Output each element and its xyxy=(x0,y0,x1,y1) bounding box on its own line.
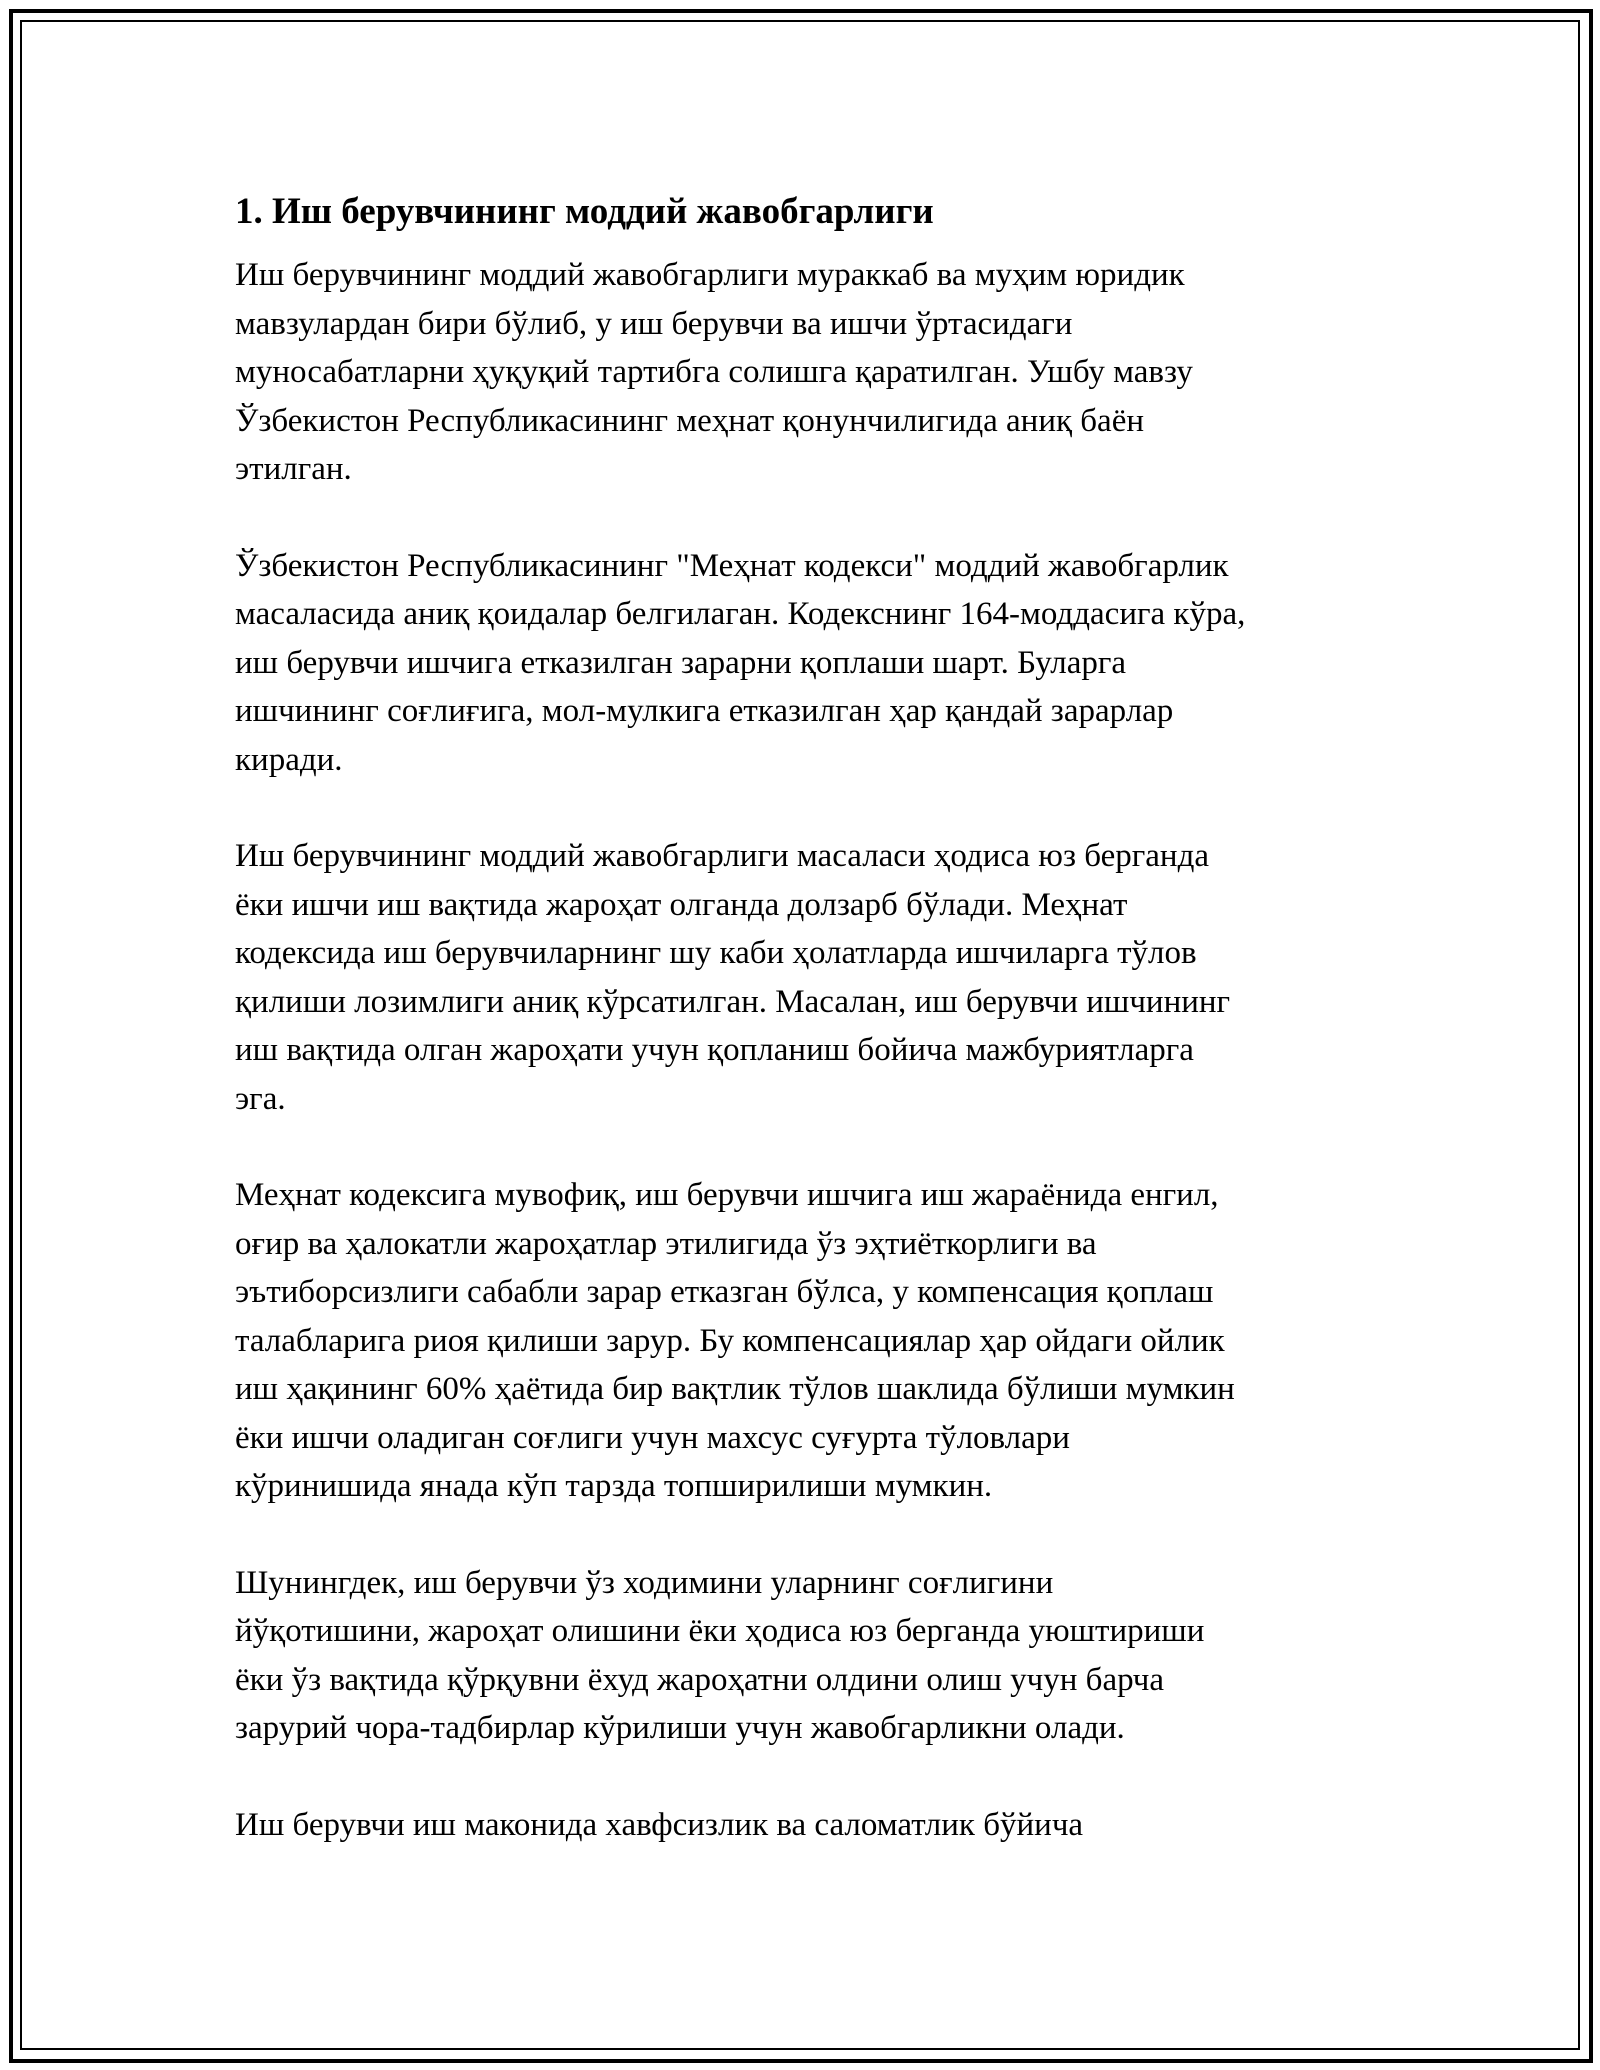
text-line: Иш берувчи иш маконида хавфсизлик ва саломатлик бўйича xyxy=(235,1806,1084,1843)
text-line: муносабатларни ҳуқуқий тартибга солишга қаратилган. Ушбу мавзу xyxy=(235,354,1193,390)
paragraph-6 xyxy=(235,1801,1375,1850)
text-line: мавзулардан бири бўлиб, у иш берувчи ва ишчи ўртасидаги xyxy=(235,305,1073,342)
text-line: Шунингдек, иш берувчи ўз ходимини уларнинг соғлигини xyxy=(235,1564,1054,1601)
text-line: Иш берувчининг моддий жавобгарлиги масаласи ҳодиса юз берганда xyxy=(235,838,1210,874)
text-line: ишчининг соғлиғига, мол-мулкига етказилган ҳар қандай зарарлар xyxy=(235,693,1174,729)
paragraph-2 xyxy=(235,542,1375,785)
section-heading: 1. Иш берувчининг моддий жавобгарлиги xyxy=(235,191,934,232)
text-line: иш ҳақининг 60% ҳаётида бир вақтлик тўлов шаклида бўлиши мумкин xyxy=(235,1371,1235,1407)
paragraph-3 xyxy=(235,832,1375,1123)
text-line: эга. xyxy=(235,1080,286,1117)
text-line: эътиборсизлиги сабабли зарар етказган бўлса, у компенсация қоплаш xyxy=(235,1274,1214,1310)
text-line: иш вақтида олган жароҳати учун қопланиш бойича мажбуриятларга xyxy=(235,1032,1194,1068)
text-line: оғир ва ҳалокатли жароҳатлар этилигида ўз эҳтиёткорлиги ва xyxy=(235,1225,1097,1262)
text-line: иш берувчи ишчига етказилган зарарни қоплаши шарт. Буларга xyxy=(235,644,1127,681)
text-line: Ўзбекистон Республикасининг меҳнат қонунчилигида аниқ баён xyxy=(235,402,1145,439)
text-line: ёки ўз вақтида қўрқувни ёхуд жароҳатни олдини олиш учун барча xyxy=(235,1661,1165,1698)
text-line: кодексида иш берувчиларнинг шу каби ҳолатларда ишчиларга тўлов xyxy=(235,935,1197,971)
text-line: Ўзбекистон Республикасининг "Меҳнат кодекси" моддий жавобгарлик xyxy=(235,547,1229,584)
text-line: йўқотишини, жароҳат олишини ёки ҳодиса юз берганда уюштириши xyxy=(235,1613,1205,1649)
text-line: ёки ишчи иш вақтида жароҳат олганда долзарб бўлади. Меҳнат xyxy=(235,886,1128,923)
paragraph-5 xyxy=(235,1559,1375,1753)
text-line: Иш берувчининг моддий жавобгарлиги мураккаб ва муҳим юридик xyxy=(235,257,1185,293)
text-line: киради. xyxy=(235,741,343,778)
text-line: зарурий чора-тадбирлар кўрилиши учун жавобгарликни олади. xyxy=(235,1710,1125,1746)
text-line: талабларига риоя қилиши зарур. Бу компенсациялар ҳар ойдаги ойлик xyxy=(235,1322,1225,1359)
text-line: Меҳнат кодексига мувофиқ, иш берувчи ишчига иш жараёнида енгил, xyxy=(235,1177,1219,1213)
paragraph-1 xyxy=(235,251,1375,494)
text-line: масаласида аниқ қоидалар белгилаган. Кодекснинг 164-моддасига кўра, xyxy=(235,596,1246,632)
text-line: кўринишида янада кўп тарзда топширилиши мумкин. xyxy=(235,1468,993,1504)
paragraph-4 xyxy=(235,1171,1375,1511)
text-line: этилган. xyxy=(235,451,352,487)
text-line: қилиши лозимлиги аниқ кўрсатилган. Масалан, иш берувчи ишчининг xyxy=(235,983,1231,1020)
text-line: ёки ишчи оладиган соғлиги учун махсус суғурта тўловлари xyxy=(235,1419,1070,1456)
document-body xyxy=(235,188,1375,1897)
